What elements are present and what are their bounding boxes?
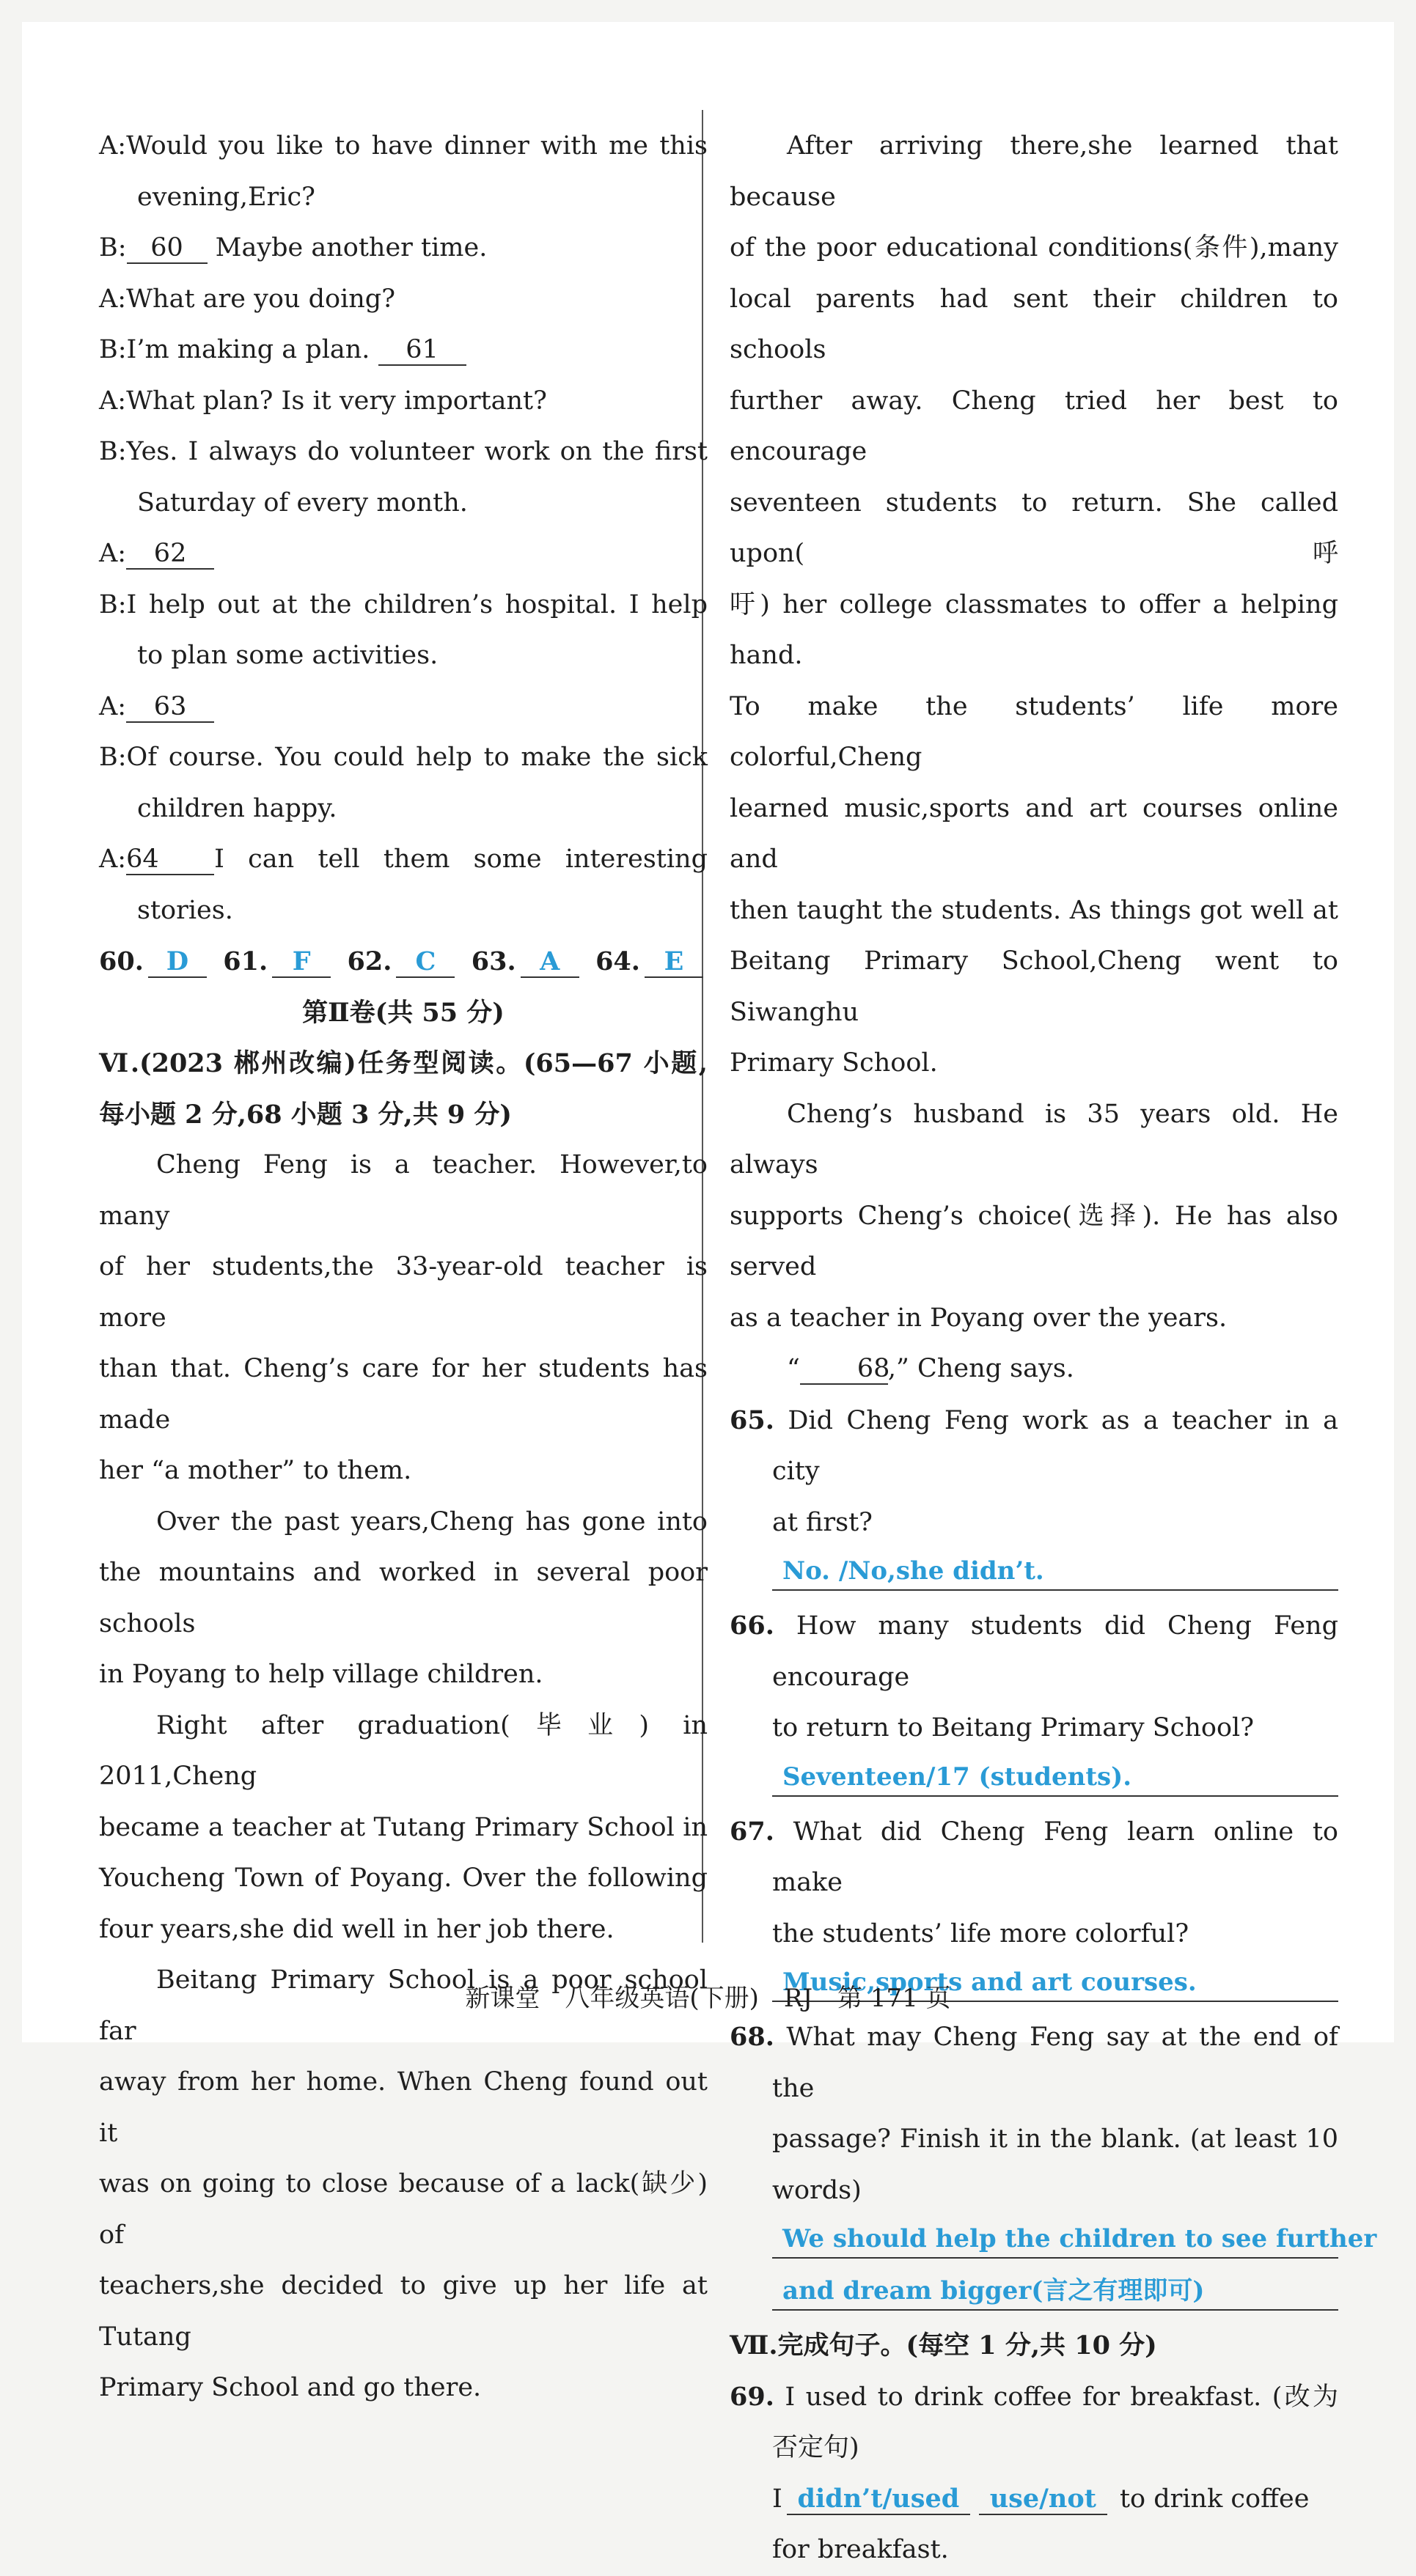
passage-line: then taught the students. As things got well at: [730, 895, 1338, 925]
passage-line: further away. Cheng tried her best to encourage: [730, 386, 1338, 466]
passage-line: After arriving there,she learned that because: [730, 131, 1338, 212]
answer-65: No. /No,she didn’t.: [772, 1548, 1338, 1591]
passage-line: her “a mother” to them.: [99, 1456, 412, 1485]
blank-63: 63: [126, 692, 214, 723]
answer-67: Music,sports and art courses.: [772, 1959, 1338, 2002]
dialogue-line: evening,Eric?: [137, 182, 315, 212]
passage-line: Primary School.: [730, 1048, 938, 1078]
dialogue-line: B:Yes. I always do volunteer work on the first: [99, 437, 708, 466]
passage-line: was on going to close because of a lack(缺少) of: [99, 2169, 708, 2250]
passage-line: as a teacher in Poyang over the years.: [730, 1303, 1228, 1333]
dialogue-line: A: 62: [99, 529, 708, 580]
right-column: [730, 121, 1377, 2576]
dialogue-line: A: 63: [99, 682, 708, 733]
answer-69-row: I didn’t/used use/not to drink coffee: [772, 2483, 1310, 2514]
question-line: 否定句): [772, 2433, 859, 2462]
dialogue-line: A:What plan? Is it very important?: [99, 386, 547, 416]
section6-title-cont: 每小题 2 分,68 小题 3 分,共 9 分): [99, 1099, 512, 1130]
dialogue-line: B: 60 Maybe another time.: [99, 233, 488, 262]
passage-line: To make the students’ life more colorful,Cheng: [730, 691, 1338, 772]
blank-68: 68: [800, 1354, 888, 1385]
page-footer: 新课堂 八年级英语(下册) RJ 第 171 页: [465, 1984, 951, 2013]
answer-62: C: [396, 947, 455, 978]
question-67: 67. What did Cheng Feng learn online to make: [730, 1816, 1338, 1897]
passage-line: local parents had sent their children to schools: [730, 284, 1338, 364]
blank-64: 64: [126, 844, 214, 875]
dialogue-line: B:I help out at the children’s hospital. I help: [99, 589, 708, 619]
passage-line: learned music,sports and art courses online and: [730, 793, 1338, 874]
blank-60: 60: [127, 233, 208, 264]
dialogue-line: children happy.: [137, 793, 337, 823]
part2-heading: 第Ⅱ卷(共 55 分): [302, 997, 505, 1028]
question-line: for breakfast.: [772, 2535, 949, 2564]
dialogue-line: stories.: [137, 895, 233, 925]
blank-61: 61: [378, 335, 466, 366]
answer-69-blank2: use/not: [979, 2484, 1107, 2515]
answer-69-blank1: didn’t/used: [787, 2484, 970, 2515]
passage-line: Over the past years,Cheng has gone into: [156, 1506, 708, 1537]
dialogue-line: A:What are you doing?: [99, 284, 395, 314]
passage-line: seventeen students to return. She called upon(呼: [730, 487, 1338, 568]
answer-64: E: [645, 947, 703, 978]
passage-line: Cheng’s husband is 35 years old. He always: [730, 1099, 1338, 1180]
passage-line: than that. Cheng’s care for her students has made: [99, 1354, 708, 1435]
passage-line: the mountains and worked in several poor schools: [99, 1558, 708, 1638]
question-line: passage? Finish it in the blank. (at least 10: [772, 2124, 1338, 2154]
section6-title: Ⅵ.(2023 郴州改编)任务型阅读。(65—67 小题,: [99, 1048, 708, 1078]
question-line: at first?: [772, 1507, 873, 1537]
question-line: the students’ life more colorful?: [772, 1918, 1189, 1948]
passage-right: [730, 121, 1338, 1395]
answer-68-line1: We should help the children to see further: [772, 2216, 1338, 2259]
passage-line: Cheng Feng is a teacher. However,to many: [99, 1150, 708, 1231]
passage-line: teachers,she decided to give up her life at Tutang: [99, 2271, 708, 2352]
question-66: 66. How many students did Cheng Feng encourage: [730, 1611, 1338, 1692]
answer-63: A: [521, 947, 579, 978]
passage-line: Primary School and go there.: [99, 2373, 482, 2402]
left-column: [99, 121, 708, 2414]
passage-line: away from her home. When Cheng found out it: [99, 2067, 708, 2148]
passage-line: of her students,the 33-year-old teacher is more: [99, 1252, 708, 1333]
passage-left: [99, 1140, 708, 2414]
question-68: 68. What may Cheng Feng say at the end of the: [730, 2022, 1338, 2103]
passage-line: supports Cheng’s choice(选择). He has also served: [730, 1201, 1338, 1281]
answer-68-line2: and dream bigger(言之有理即可): [772, 2268, 1338, 2311]
answer-61: F: [272, 947, 331, 978]
question-69: 69. I used to drink coffee for breakfast. (改为: [730, 2381, 1338, 2412]
blank-62: 62: [126, 539, 214, 570]
answers-60-64: 60. D 61. F 62. C 63. A 64. E: [99, 936, 708, 987]
page: [22, 22, 1394, 2564]
passage-line: Beitang Primary School is a poor school far: [99, 1965, 708, 2046]
quote-line: “ 68,” Cheng says.: [787, 1354, 1074, 1383]
passage-line: of the poor educational conditions(条件),many: [730, 233, 1338, 262]
dialogue-line: to plan some activities.: [137, 641, 439, 670]
passage-line: four years,she did well in her job there.: [99, 1914, 615, 1944]
dialogue-line: A:64 I can tell them some interesting: [99, 844, 708, 874]
answer-60: D: [148, 947, 207, 978]
section7-title: Ⅶ.完成句子。(每空 1 分,共 10 分): [730, 2330, 1157, 2360]
dialogue-line: Saturday of every month.: [137, 487, 468, 518]
passage-line: Youcheng Town of Poyang. Over the following: [99, 1863, 708, 1893]
question-65: 65. Did Cheng Feng work as a teacher in a city: [730, 1405, 1338, 1486]
passage-line: in Poyang to help village children.: [99, 1660, 543, 1689]
passage-line: Right after graduation(毕业) in 2011,Cheng: [99, 1710, 708, 1791]
question-line: words): [772, 2175, 862, 2205]
passage-line: 吁) her college classmates to offer a helping hand.: [730, 589, 1338, 670]
answer-66: Seventeen/17 (students).: [772, 1754, 1338, 1797]
question-line: to return to Beitang Primary School?: [772, 1713, 1254, 1743]
passage-line: Beitang Primary School,Cheng went to Siwanghu: [730, 946, 1338, 1027]
dialogue-line: A:Would you like to have dinner with me this: [99, 131, 708, 161]
dialogue-line: B:Of course. You could help to make the sick: [99, 743, 708, 772]
dialogue-line: B:I’m making a plan. 61: [99, 325, 708, 376]
dialogue: [99, 121, 708, 936]
passage-line: became a teacher at Tutang Primary School in: [99, 1812, 708, 1842]
